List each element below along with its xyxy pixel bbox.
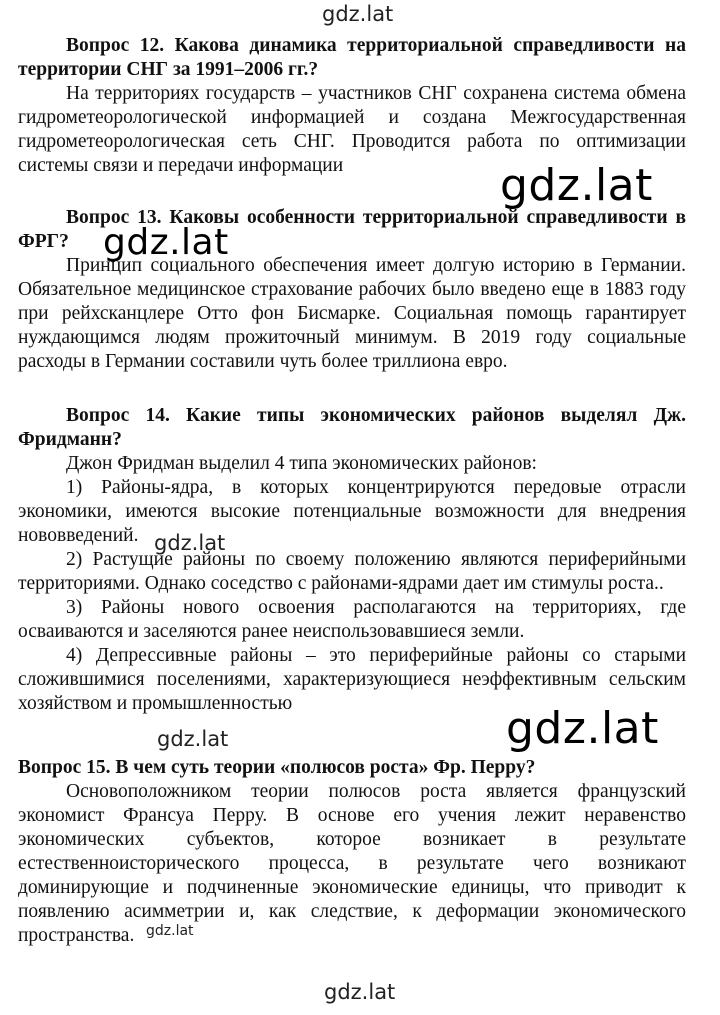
- question-15-answer: Основоположником теории полюсов роста является французский экономист Франсуа Перру. В основе его учения лежит неравенство экономических субъектов, которое возникает в результате естественноисторического процесса, в результате чего возникают доминирующие и подчиненные экономические единицы, что приводит к появлению асимметрии и, как следствие, к деформации экономического пространства.: [18, 781, 686, 946]
- question-12-title: Вопрос 12. Какова динамика территориальной справедливости на территории СНГ за 1991–2006 гг.?: [18, 35, 686, 80]
- question-12: [18, 34, 686, 178]
- question-14-title: Вопрос 14. Какие типы экономических районов выделял Дж. Фридманн?: [18, 405, 686, 450]
- question-13-answer: Принцип социального обеспечения имеет долгую историю в Германии. Обязательное медицинское страхование рабочих было введено еще в 1883 году при рейхсканцлере Отто фон Бисмарке. Социальная помощь гарантирует нуждающимся людям прожиточный минимум. В 2019 году социальные расходы в Германии составили чуть более триллиона евро.: [18, 255, 686, 372]
- question-14: [18, 404, 686, 716]
- watermark-bottom: gdz.lat: [324, 980, 396, 1004]
- watermark-mid-1: gdz.lat: [154, 531, 226, 555]
- watermark-mid-2: gdz.lat: [157, 727, 229, 751]
- question-14-item-3: 3) Районы нового освоения располагаются на территориях, где осваиваются и заселяются ранее неиспользовавшиеся земли.: [18, 597, 686, 642]
- question-15-title: Вопрос 15. В чем суть теории «полюсов роста» Фр. Перру?: [18, 757, 536, 778]
- watermark-large-1: gdz.lat: [500, 160, 653, 211]
- question-14-item-4: 4) Депрессивные районы – это периферийные районы со старыми сложившимися поселениями, характеризующиеся неэффективным сельским хозяйством и промышленностью: [18, 645, 686, 714]
- question-12-answer: На территориях государств – участников СНГ сохранена система обмена гидрометеорологической информацией и создана Межгосударственная гидрометеорологическая сеть СНГ. Проводится работа по оптимизации системы связи и передачи информации: [18, 83, 686, 176]
- question-14-intro: Джон Фридман выделил 4 типа экономических районов:: [66, 453, 537, 474]
- watermark-top: gdz.lat: [322, 2, 394, 26]
- watermark-small: gdz.lat: [146, 923, 194, 939]
- watermark-large-3: gdz.lat: [506, 703, 659, 754]
- question-14-item-1: 1) Районы-ядра, в которых концентрируются передовые отрасли экономики, имеются высокие потенциальные возможности для внедрения нововведений.: [18, 477, 686, 546]
- question-15: [18, 756, 686, 948]
- question-13: [18, 206, 686, 374]
- watermark-large-2: gdz.lat: [103, 222, 229, 263]
- question-14-item-2: 2) Растущие районы по своему положению являются периферийными территориями. Однако соседство с районами-ядрами дает им стимулы роста..: [18, 549, 686, 594]
- question-13-title: Вопрос 13. Каковы особенности территориальной справедливости в ФРГ?: [18, 207, 686, 252]
